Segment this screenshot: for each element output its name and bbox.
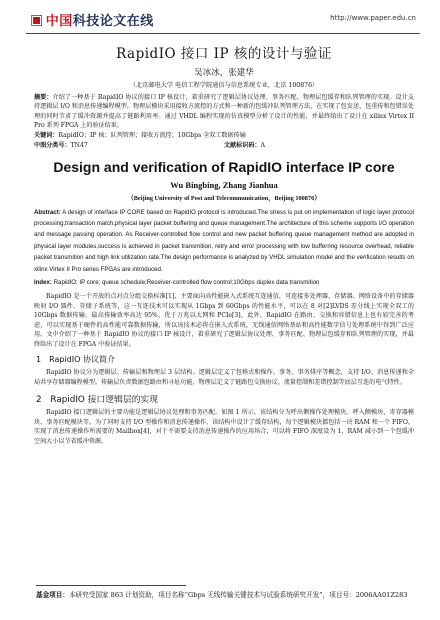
footnote-label: 基金项目：	[36, 591, 69, 599]
intro-paragraph: RapidIO 是一个开放的点对点分组交换标准[1]，主要面向高性能嵌入式系统互连通信，可连接多处理器、存储器、网络设备中的存储器映射 I/O 器件、存储子系统等，这一互连技术可以实现从 1Gbps 到 60Gbps 的性能水平，可以在 8 对[2]LVDS 差分线上实现全双工的 10Gbps 数据传输，最高传输效率高达 95%，优于万兆以太网和 PCIe[3]，此外，RapidIO 在路由、交换和容错信息上也有较完善的考虑，可以实现基于硬件的高性能可靠数据传输，所以该技术必将在嵌入式系统、无线通信网络基站和高性能数字信号处理系统中得到广泛应用。文中介绍了一种基于 RapidIO 协议的接口 IP 核设计，着重研究了逻辑层协议处理、事务匹配、物理层包缓存和队列管理的实现，并最终给出了设计在 FPGA 中验证结果。	[34, 293, 414, 348]
header-divider	[26, 33, 420, 34]
affiliation-cn: （北京邮电大学 电信工程学院通信与信息系统专业，北京 100876）	[129, 82, 319, 89]
footnote-text: 本研究受国家 863 计划资助，项目名称“Gbps 无线传输关键技术与试验系统研究开发”，项目号：2006AA01Z283	[68, 591, 408, 599]
doc-code: A	[260, 141, 265, 149]
index-terms-en	[34, 277, 414, 288]
paper-title-cn: RapidIO 接口 IP 核的设计与验证	[116, 46, 332, 62]
abstract-en-text: A design of interface IP CORE based on RapidIO protocol is introduced.The stress is put on implementation of logic layer protocol processing,transaction match,physical layer packet buffering and queue management.The architecture of this scheme supports I/O operation and message passing operation. As Receiver-controlled flow control and new packet buffering queue management method are adopted in physical layer modules,success is achieved in packet transmition, retry and error processing with low bufferring resource overhead, reliable packet transmition and high link utilization rate.The design performance is analyzed by VHDL simulation model and the verification results on xilinx Virtex II Pro series FPGAs are introduced.	[34, 208, 415, 273]
paper-page	[34, 40, 414, 446]
logo-text-sciencepaper: 科技论文在线	[72, 14, 154, 29]
section-1-heading: 1 RapidIO 协议简介	[36, 355, 115, 365]
section-2-paragraph: RapidIO 接口逻辑层的主要功能是逻辑层协议处理和事务匹配。如图 1 所示，该结构分为呼出侧操作处理模块、呼入侧模块、寄存器模块、事务匹配模块等。为了同时支持 I/O 型操作和消息传递操作，该结构中设计了缓存结构，每个逻辑模块都包括一块 RAM 和一个 FIFO，实现了消息传递操作所需要的 Mailbox[4]，对于不需要支持消息传递操作的应用场合，可以将 FIFO 深度设为 1，RAM 减小到一个包缓冲空间大小以节省缓冲资源。	[34, 409, 414, 445]
doc-code-label: 文献标识码：	[224, 141, 261, 149]
site-header	[0, 0, 440, 34]
keywords-cn: RapidIO；IP 核；队列管理；接收方流控；10Gbps 全双工数据传输	[58, 131, 246, 139]
index-label: Index:	[34, 279, 52, 287]
abstract-cn-label: 摘要：	[34, 94, 53, 101]
section-1-paragraph: RapidIO 协议分为逻辑层、传输层和物理层 3 层结构。逻辑层定义了包格式和操作、事务、事务排序等概念，支持 I/O、消息传递和全局共享存储器编程模型。传输层负责数据包路由和寻址功能，物理层定义了链路包交换协议、流量控制和差错控制等底层互连的电气特性。	[34, 369, 414, 386]
clc-number: TN47	[70, 141, 88, 149]
index-terms: RapidIO; IP core; queue schedule;Receiver-controlled flow control;10Gbps duplex data transmition	[53, 279, 320, 287]
abstract-en-label: Abstract:	[34, 208, 61, 216]
authors-en: Wu Bingbing, Zhang Jianhua	[170, 179, 278, 190]
section-2-heading: 2 RapidIO 接口逻辑层的实现	[36, 395, 159, 406]
abstract-cn-text: 介绍了一种基于 RapidIO 协议的接口 IP 核设计，着重研究了逻辑层协议处理、事务匹配、物理层包缓存和队列管理的实现。设计支持逻辑层 I/O 和消息传递编程模型。物理层模块采用接收方流控的方式和一种新的包缓冲队列管理方法，在实现了包发送、包重传和包错误处理的同时节省了缓冲资源并提高了链路利用率。通过 VHDL 编程实现的仿真模型分析了设计的性能，并最终给出了设计在 xilinx Virtex II Pro 系列 FPGA 上的验证结果。	[34, 94, 414, 130]
logo-mark-icon: ▣	[30, 11, 44, 28]
funding-footnote	[36, 589, 422, 599]
classification-row	[34, 141, 414, 151]
authors-cn: 吴冰冰，张建华	[194, 68, 254, 78]
keywords-cn-label: 关键词：	[34, 131, 59, 139]
abstract-cn	[34, 93, 414, 131]
site-logo[interactable]	[30, 10, 154, 29]
abstract-en	[34, 207, 414, 275]
affiliation-en: （Beijing University of Post and Telecommunication，Beijing 100876）	[127, 194, 321, 202]
clc-label: 中图分类号：	[34, 141, 71, 149]
keywords-cn-row	[34, 131, 414, 141]
site-url-link[interactable]: http://www.paper.edu.cn	[330, 14, 416, 22]
logo-text-china: 中国	[45, 14, 73, 29]
footnote-divider	[36, 585, 186, 586]
paper-title-en: Design and verification of RapidIO interface IP core	[53, 158, 395, 175]
